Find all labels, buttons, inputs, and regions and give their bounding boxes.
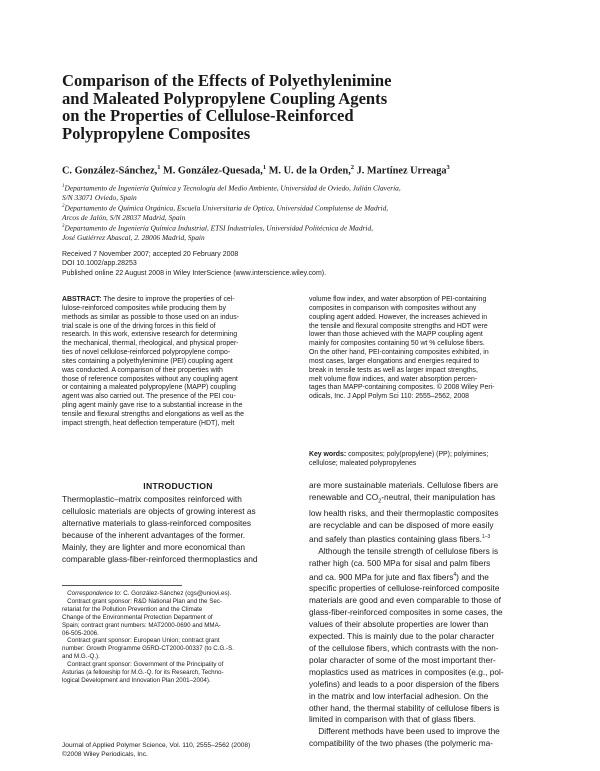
keywords-label: Key words:	[309, 451, 347, 458]
publication-dates	[62, 250, 326, 278]
author-name: J. Martínez Urreaga	[354, 165, 447, 177]
affiliation-line: $^2$Departamento de Química Orgánica, Escuela Universitaria de Optica, Universidad Complutense de Madrid,	[62, 203, 389, 213]
article-title	[62, 72, 542, 142]
abstract-label: ABSTRACT:	[62, 296, 102, 303]
correspondence-label: Correspondence to:	[67, 590, 122, 597]
published-online: Published online 22 August 2008 in Wiley InterScience (www.interscience.wiley.com).	[62, 269, 327, 277]
affiliation-marker: 3	[446, 164, 450, 171]
title-line: on the Properties of Cellulose-Reinforced	[62, 106, 354, 125]
journal-citation	[62, 742, 250, 759]
title-line: Comparison of the Effects of Polyethylenimine	[62, 71, 392, 90]
intro-body-left: Thermoplastic–matrix composites reinforced with cellulosic materials are objects of growing interest as alternative materials to glass-reinforced composites because of the inherent advantages of the former. Mainly, they are lighter and more economical than comparable glass-fiber-reinforced thermoplastics and	[62, 494, 258, 564]
doi: DOI 10.1002/app.28253	[62, 260, 137, 268]
affiliation-marker: 1	[262, 164, 267, 171]
author-name: M. U. de la Orden,	[266, 165, 351, 177]
author-name: C. González-Sánchez,	[62, 165, 158, 177]
affiliation-line: José Gutiérrez Abascal, 2. 28006 Madrid, Spain	[62, 232, 205, 242]
author-list	[62, 164, 450, 176]
affiliation-line: S/N 33071 Oviedo, Spain	[62, 192, 137, 202]
abstract-left: ABSTRACT: The desire to improve the properties of cel- lulose-reinforced composites while producing them by methods as similar as possible to those used on an indus- trial scale is one of the driving forces in this field of research. In this work, extensive research for determining the mechanical, thermal, rheological, and physical proper- ties of novel cellulose-reinforced polypropylene compo- sites containing a polyethylenimine (PEI) coupling agent was conducted. A comparison of their properties with those of reference composites without any coupling agent or containing a maleated polypropylene (MAPP) coupling agent was also carried out. The presence of the PEI cou- pling agent mainly gave rise to a substantial increase in the tensile and flexural strengths and elongations as well as the impact strength, heat deflection temperature (HDT), melt	[62, 296, 244, 427]
affiliation-line: Arcos de Jalón, S/N 28037 Madrid, Spain	[62, 212, 186, 222]
keywords: Key words: composites; poly(propylene) (PP); polyimines; cellulose; maleated polypropylenes	[309, 451, 489, 467]
affiliation-marker: 2	[350, 164, 355, 171]
journal-line: Journal of Applied Polymer Science, Vol. 110, 2555–2562 (2008)	[62, 742, 251, 749]
affiliation-line: $^1$Departamento de Ingeniería Química y Tecnología del Medio Ambiente, Universidad de Oviedo, Julián Clavería,	[62, 183, 401, 193]
title-line: Polypropylene Composites	[62, 123, 251, 143]
affiliations	[62, 182, 542, 242]
affiliation-marker: 1	[157, 164, 161, 171]
footnote-divider	[62, 585, 182, 586]
copyright-line: ©2008 Wiley Periodicals, Inc.	[62, 750, 148, 758]
received-date: Received 7 November 2007; accepted 20 February 2008	[62, 251, 239, 258]
title-line: and Maleated Polypropylene Coupling Agents	[62, 88, 388, 108]
intro-body-right: are more sustainable materials. Cellulose fibers are renewable and $CO_2$-neutral, their manipulation has low health risks, and their thermoplastic composites are recyclable and can be disposed of more easily and safely than plastics containing glass fibers.$^{1-3}$ Although the tensile strength of cellulose fibers is rather high (ca. 500 MPa for sisal and palm fibers and ca. 900 MPa for jute and flax fibers$^4$) and the specific properties of cellulose-reinforced composite materials are good and even comparable to those of glass-fiber-reinforced composites in some cases, the values of their absolute properties are lower than expected. This is mainly due to the polar character of the cellulose fibers, which contrasts with the non- polar character of some of the most important ther- moplastics used as matrices in composites (e.g., pol- yolefins) and leads to a poor dispersion of the fibers in the matrix and low interfacial adhesion. On the other hand, the thermal stability of cellulose fibers is limited in comparison with that of glass fibers. Different methods have been used to improve the compatibility of the two phases (the polymeric ma-	[309, 480, 504, 749]
section-heading: INTRODUCTION	[143, 481, 213, 491]
affiliation-line: $^3$Departamento de Ingeniería Química Industrial, ETSI Industriales, Universidad Politécnica de Madrid,	[62, 223, 374, 233]
correspondence-footnote: Correspondence to: C. González-Sánchez (cgs@uniovi.es). Contract grant sponsor: R&D National Plan and the Sec- retariat for the Pollution Prevention and the Climate Change of the Environmental Protection Department of Spain; contract grant numbers: MAT2000-0690 and MMA- 06-505-2006. Contract grant sponsor: European Union; contract grant number: Growth Programme G5RD-CT2000-00337 (to C.G.-S. and M.G.-Q.). Contract grant sponsor: Government of the Principality of Asturias (a fellowship for M.G.-Q. for its Research, Techno- logical Development and Innovation Plan 2001–2004).	[62, 590, 234, 684]
author-name: M. González-Quesada,	[160, 165, 263, 177]
abstract-right: volume flow index, and water absorption of PEI-containing composites in comparison with composites without any coupling agent added. However, the increases achieved in the tensile and flexural composite strengths and HDT were lower than those achieved with the MAPP coupling agent mainly for composites containing 50 wt % cellulose fibers. On the other hand, PEI-containing composites exhibited, in most cases, larger elongations and energies required to break in tensile tests as well as larger impact strengths, melt volume flow indices, and water absorption percen- tages than MAPP-containing composites. © 2008 Wiley Peri- odicals, Inc. J Appl Polym Sci 110: 2555–2562, 2008	[309, 296, 495, 401]
